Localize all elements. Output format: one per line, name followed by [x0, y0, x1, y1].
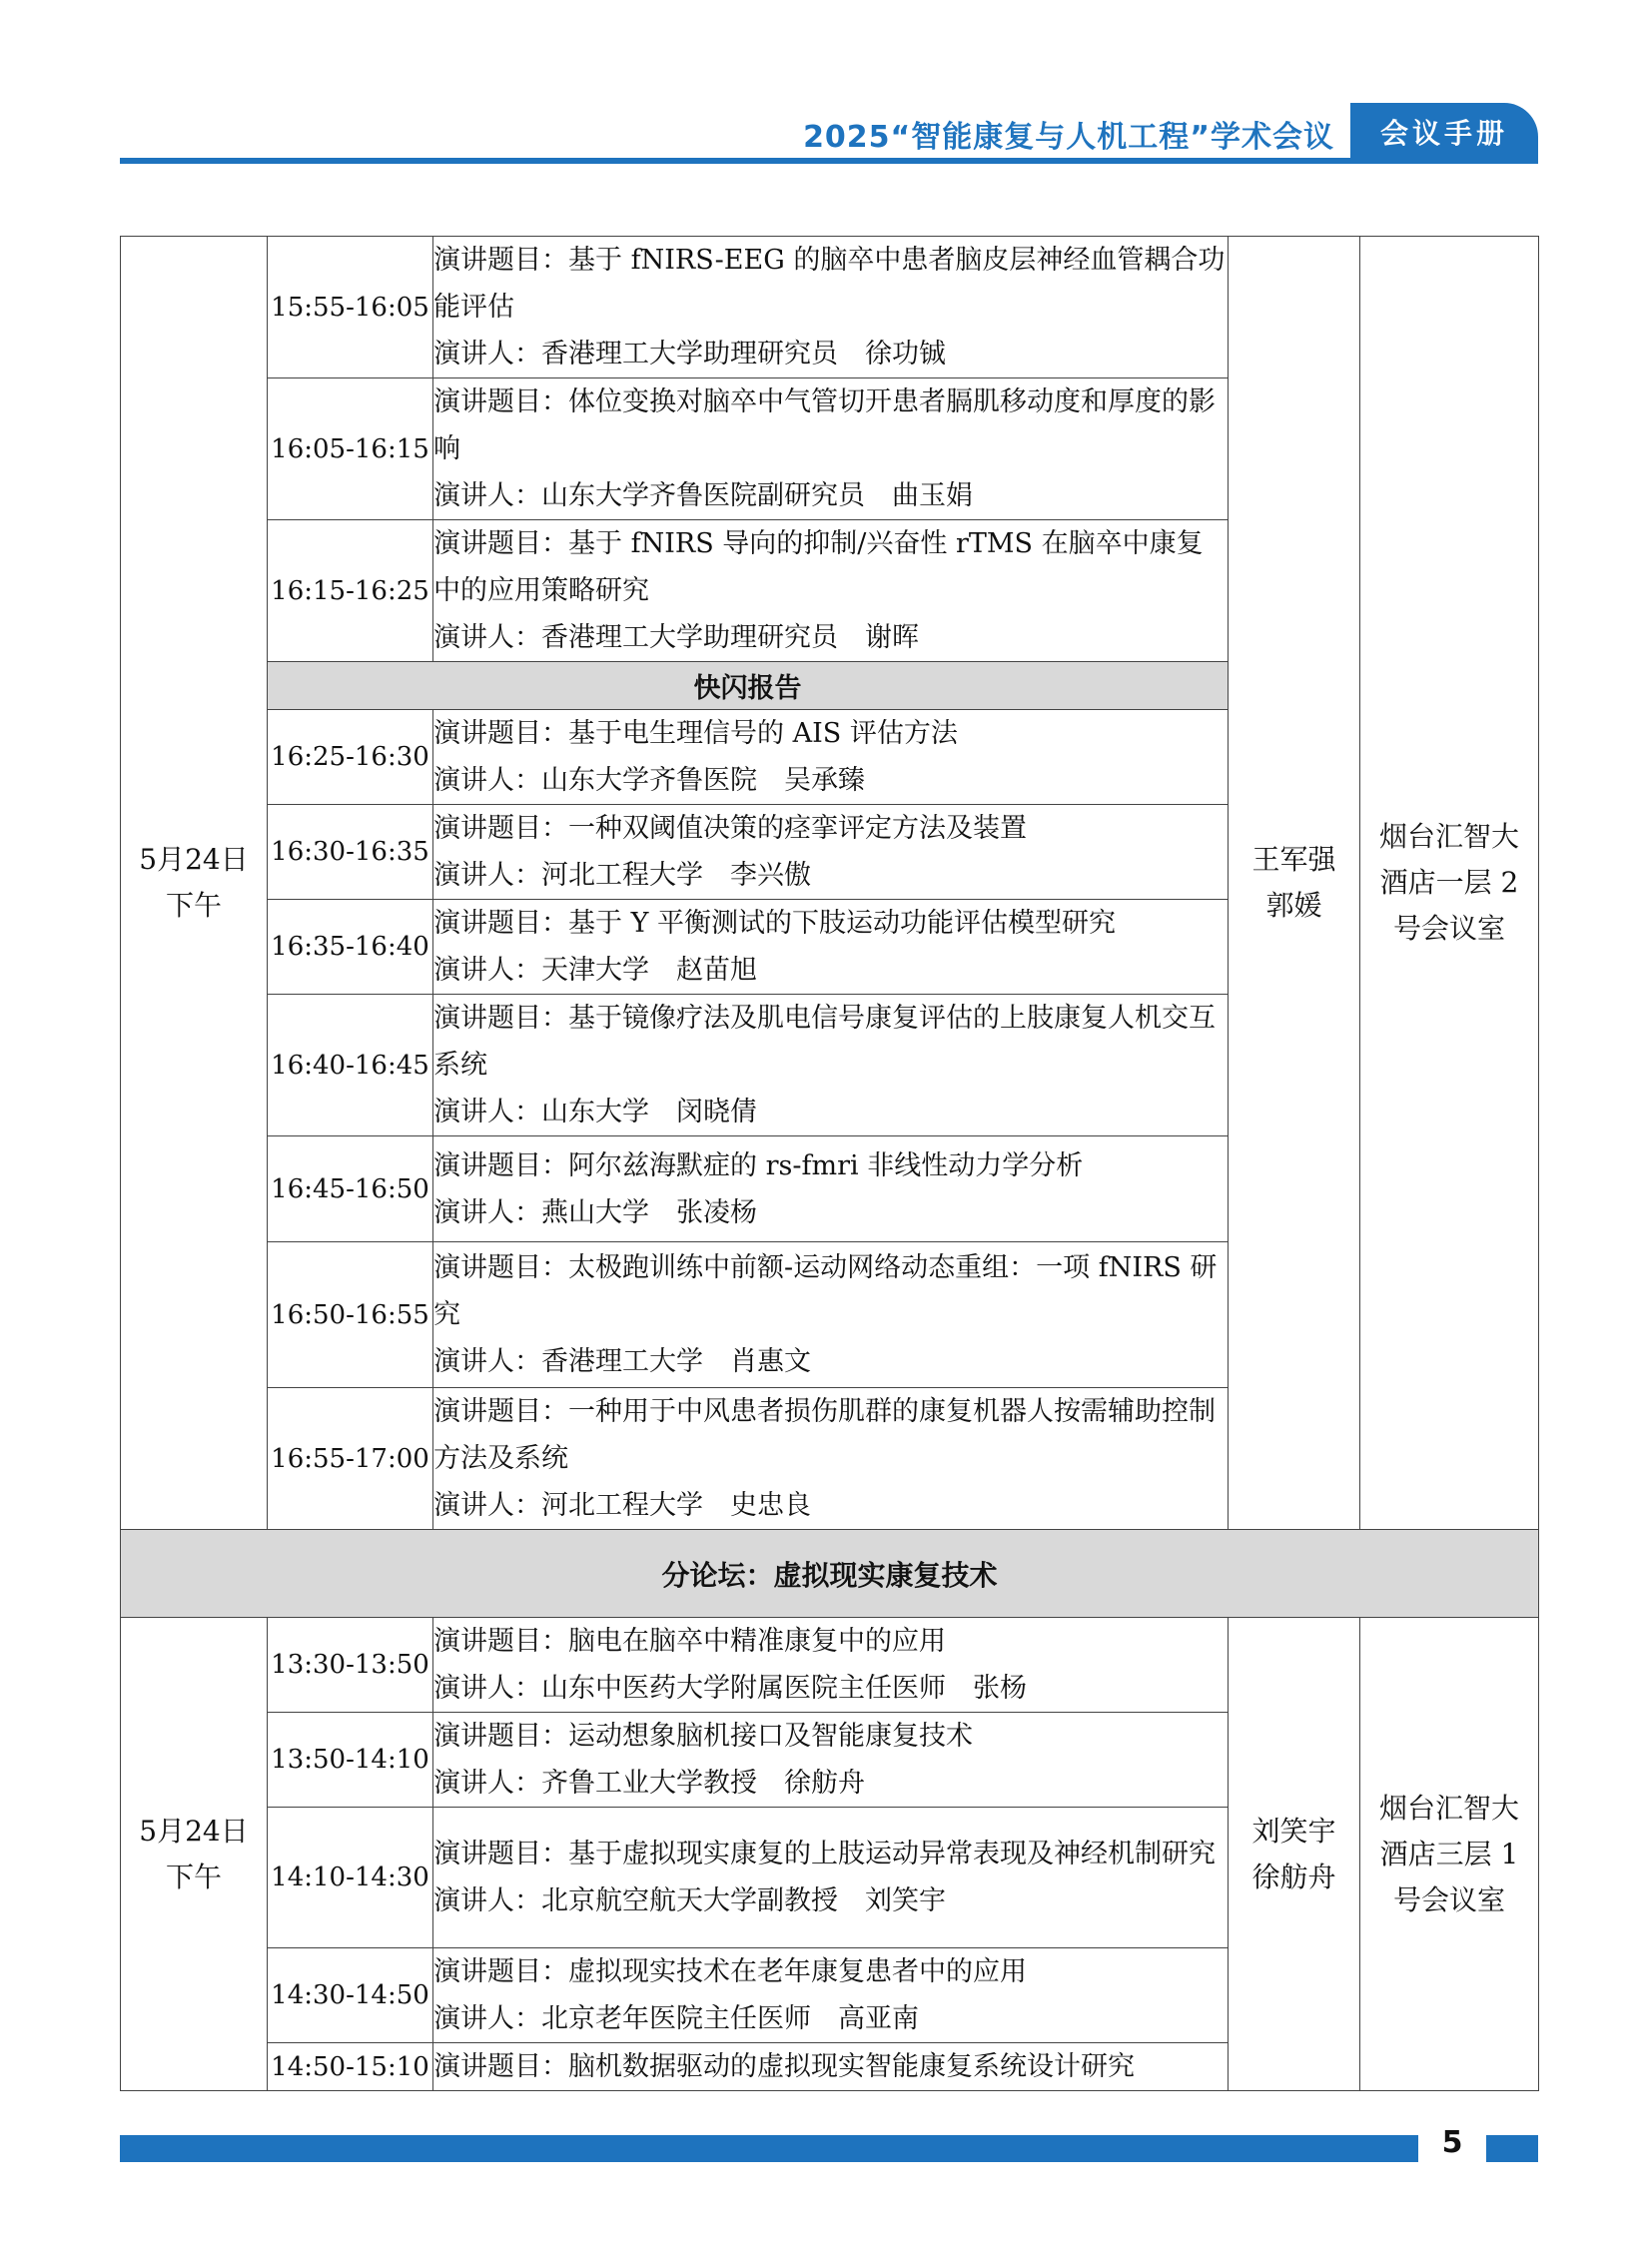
session-chairs — [1229, 1618, 1360, 2091]
talk-info — [433, 900, 1229, 995]
chair-name: 王军强 — [1251, 843, 1336, 876]
venue-line: 号会议室 — [1392, 1882, 1505, 1916]
talk-title: 演讲题目：阿尔兹海默症的 rs-fmri 非线性动力学分析 — [433, 1149, 1084, 1181]
chair-name: 刘笑宇 — [1251, 1814, 1336, 1848]
talk-speaker: 演讲人：河北工程大学 史忠良 — [433, 1490, 811, 1521]
talk-speaker: 演讲人：北京老年医院主任医师 高亚南 — [433, 2003, 919, 2034]
venue-line: 酒店一层 2 — [1379, 866, 1519, 899]
table-row — [121, 1618, 1539, 1713]
talk-time: 16:30-16:35 — [268, 805, 433, 900]
talk-info — [433, 1808, 1229, 1948]
talk-title: 演讲题目：虚拟现实技术在老年康复患者中的应用 — [433, 1956, 1027, 1987]
talk-title: 演讲题目：基于 fNIRS-EEG 的脑卒中患者脑皮层神经血管耦合功能评估 — [433, 245, 1226, 323]
venue-line: 酒店三层 1 — [1379, 1837, 1519, 1870]
talk-time: 13:30-13:50 — [268, 1618, 433, 1713]
forum-heading: 分论坛：虚拟现实康复技术 — [121, 1530, 1539, 1618]
talk-time: 16:25-16:30 — [268, 710, 433, 805]
talk-speaker: 演讲人：山东大学齐鲁医院 吴承臻 — [433, 765, 865, 796]
talk-time: 14:10-14:30 — [268, 1808, 433, 1948]
talk-title: 演讲题目：基于虚拟现实康复的上肢运动异常表现及神经机制研究 — [433, 1839, 1216, 1869]
talk-info — [433, 1136, 1229, 1242]
talk-time: 16:35-16:40 — [268, 900, 433, 995]
session-date — [121, 237, 268, 1530]
talk-info — [433, 1618, 1229, 1713]
handbook-tab: 会议手册 — [1350, 103, 1538, 161]
talk-title: 演讲题目：一种双阈值决策的痉挛评定方法及装置 — [433, 813, 1027, 844]
page-header — [0, 0, 1652, 170]
session-date — [121, 1618, 268, 2091]
talk-speaker: 演讲人：山东大学 闵晓倩 — [433, 1097, 757, 1127]
talk-title: 演讲题目：基于 fNIRS 导向的抑制/兴奋性 rTMS 在脑卒中康复中的应用策略研究 — [433, 528, 1204, 606]
talk-info — [433, 805, 1229, 900]
talk-title: 演讲题目：太极跑训练中前额-运动网络动态重组：一项 fNIRS 研究 — [433, 1252, 1218, 1330]
conference-title: 2025“智能康复与人机工程”学术会议 — [803, 120, 1334, 155]
talk-title: 演讲题目：一种用于中风患者损伤肌群的康复机器人按需辅助控制方法及系统 — [433, 1396, 1216, 1474]
venue-line: 号会议室 — [1392, 912, 1505, 945]
talk-info — [433, 710, 1229, 805]
talk-speaker: 演讲人：河北工程大学 李兴傲 — [433, 860, 811, 891]
talk-info — [433, 995, 1229, 1136]
talk-info — [433, 378, 1229, 520]
talk-info — [433, 237, 1229, 378]
session-venue — [1360, 237, 1539, 1530]
talk-title: 演讲题目：基于镜像疗法及肌电信号康复评估的上肢康复人机交互系统 — [433, 1003, 1216, 1081]
footer-bar — [120, 2135, 1418, 2162]
talk-time: 16:40-16:45 — [268, 995, 433, 1136]
table-row — [121, 237, 1539, 378]
talk-info — [433, 1713, 1229, 1808]
venue-line: 烟台汇智大 — [1378, 820, 1519, 853]
talk-title: 演讲题目：运动想象脑机接口及智能康复技术 — [433, 1721, 973, 1752]
talk-time: 14:30-14:50 — [268, 1948, 433, 2043]
talk-time: 13:50-14:10 — [268, 1713, 433, 1808]
chair-name: 徐舫舟 — [1251, 1860, 1336, 1893]
talk-speaker: 演讲人：山东大学齐鲁医院副研究员 曲玉娟 — [433, 480, 973, 511]
talk-time: 16:55-17:00 — [268, 1388, 433, 1530]
talk-title: 演讲题目：脑机数据驱动的虚拟现实智能康复系统设计研究 — [433, 2051, 1135, 2082]
session-date-period: 下午 — [165, 889, 222, 922]
talk-title: 演讲题目：基于 Y 平衡测试的下肢运动功能评估模型研究 — [433, 908, 1116, 939]
session-date-day: 5月24日 — [139, 843, 249, 876]
talk-speaker: 演讲人：香港理工大学助理研究员 谢晖 — [433, 622, 919, 653]
header-rule — [120, 158, 1538, 164]
footer-bar-end — [1486, 2135, 1538, 2162]
page-number: 5 — [1441, 2125, 1463, 2160]
venue-line: 烟台汇智大 — [1378, 1791, 1519, 1825]
talk-time: 16:05-16:15 — [268, 378, 433, 520]
session-date-day: 5月24日 — [139, 1814, 249, 1848]
talk-info — [433, 2043, 1229, 2091]
talk-speaker: 演讲人：山东中医药大学附属医院主任医师 张杨 — [433, 1673, 1027, 1704]
talk-time: 16:50-16:55 — [268, 1242, 433, 1388]
talk-info — [433, 1388, 1229, 1530]
table-row — [121, 1530, 1539, 1618]
talk-time: 15:55-16:05 — [268, 237, 433, 378]
flash-report-heading: 快闪报告 — [268, 662, 1229, 710]
talk-speaker: 演讲人：天津大学 赵苗旭 — [433, 955, 757, 986]
schedule-table — [120, 236, 1539, 2091]
talk-title: 演讲题目：体位变换对脑卒中气管切开患者膈肌移动度和厚度的影响 — [433, 386, 1216, 464]
chair-name: 郭媛 — [1265, 889, 1322, 922]
talk-speaker: 演讲人：燕山大学 张凌杨 — [433, 1196, 757, 1228]
talk-title: 演讲题目：基于电生理信号的 AIS 评估方法 — [433, 718, 958, 749]
talk-time: 16:45-16:50 — [268, 1136, 433, 1242]
session-date-period: 下午 — [165, 1860, 222, 1893]
talk-title: 演讲题目：脑电在脑卒中精准康复中的应用 — [433, 1626, 946, 1657]
talk-speaker: 演讲人：齐鲁工业大学教授 徐舫舟 — [433, 1768, 865, 1799]
talk-info — [433, 520, 1229, 662]
talk-info — [433, 1242, 1229, 1388]
session-venue — [1360, 1618, 1539, 2091]
talk-time: 16:15-16:25 — [268, 520, 433, 662]
talk-time: 14:50-15:10 — [268, 2043, 433, 2091]
talk-speaker: 演讲人：香港理工大学 肖惠文 — [433, 1346, 811, 1377]
session-chairs — [1229, 237, 1360, 1530]
talk-info — [433, 1948, 1229, 2043]
talk-speaker: 演讲人：北京航空航天大学副教授 刘笑宇 — [433, 1885, 946, 1916]
talk-speaker: 演讲人：香港理工大学助理研究员 徐功铖 — [433, 339, 946, 370]
